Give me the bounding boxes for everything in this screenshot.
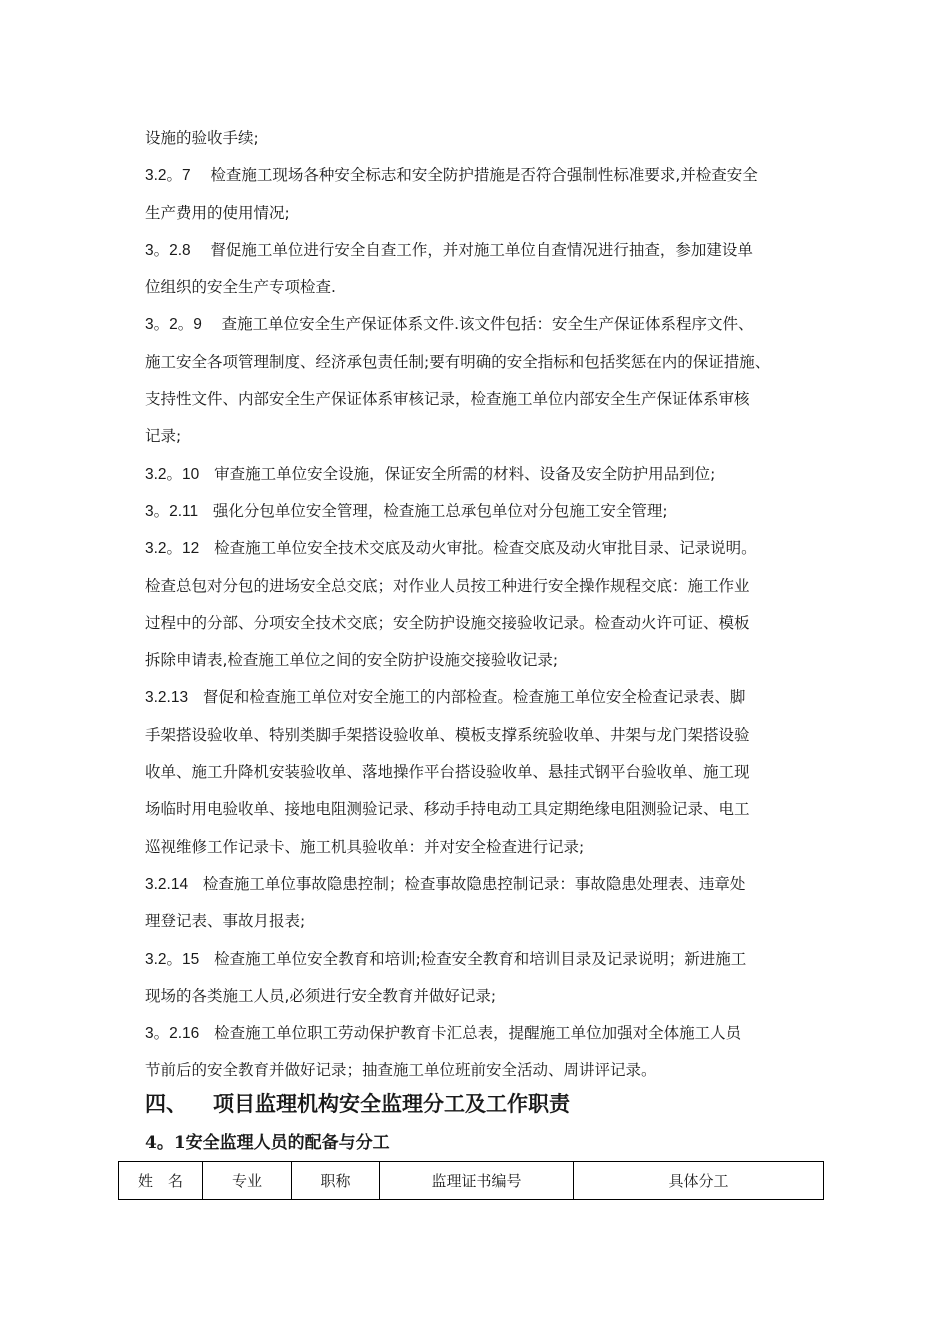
line-text: 强化分包单位安全管理，检查施工总承包单位对分包施工安全管理;: [198, 501, 668, 520]
text-line: [145, 1052, 825, 1089]
text-line: [145, 568, 825, 605]
line-text: 记录;: [145, 427, 182, 446]
subsection-heading: 4。1安全监理人员的配备与分工: [145, 1133, 390, 1153]
line-text: 督促施工单位进行安全自查工作，并对施工单位自查情况进行抽查，参加建设单: [190, 240, 753, 259]
text-line: [145, 120, 825, 157]
line-text: 检查施工单位事故隐患控制；检查事故隐患控制记录：事故隐患处理表、违章处: [188, 874, 746, 893]
table-header-cell: 姓 名: [119, 1162, 203, 1200]
line-text: 检查施工单位安全教育和培训;检查安全教育和培训目录及记录说明；新进施工: [199, 949, 747, 968]
line-text: 位组织的安全生产专项检查.: [145, 278, 336, 297]
line-text: 审查施工单位安全设施，保证安全所需的材料、设备及安全防护用品到位;: [199, 464, 716, 483]
staff-table: [118, 1161, 824, 1200]
line-text: 生产费用的使用情况;: [145, 203, 290, 222]
text-line: [145, 306, 825, 343]
table-header-cell: 职称: [292, 1162, 380, 1200]
line-text: 巡视维修工作记录卡、施工机具验收单：并对安全检查进行记录;: [145, 837, 585, 856]
staff-table-header-row: [119, 1162, 824, 1200]
clause-number: 3。2.8: [145, 241, 191, 259]
clause-number: 3。2.16: [145, 1025, 200, 1043]
table-header-cell: 具体分工: [574, 1162, 824, 1200]
text-line: [145, 269, 825, 306]
line-text: 督促和检查施工单位对安全施工的内部检查。检查施工单位安全检查记录表、脚: [188, 688, 746, 707]
line-text: 设施的验收手续;: [145, 129, 259, 147]
clause-number: 3.2.13: [145, 689, 189, 707]
clause-number: 3.2.14: [145, 875, 189, 893]
line-text: 查施工单位安全生产保证体系文件.该文件包括：安全生产保证体系程序文件、: [201, 315, 754, 334]
text-line: [145, 157, 825, 194]
text-line: [145, 791, 825, 828]
table-header-cell: 专业: [203, 1162, 292, 1200]
text-line: [145, 605, 825, 642]
text-line: [145, 530, 825, 567]
line-text: 场临时用电验收单、接地电阻测验记录、移动手持电动工具定期绝缘电阻测验记录、电工: [145, 800, 750, 819]
line-text: 节前后的安全教育并做好记录；抽查施工单位班前安全活动、周讲评记录。: [145, 1061, 657, 1080]
section-heading-index: 四、: [145, 1091, 187, 1116]
clause-number: 3。2.11: [145, 502, 199, 520]
text-line: [145, 493, 825, 530]
text-line: [145, 903, 825, 940]
section-heading: [145, 1088, 570, 1118]
line-text: 拆除申请表,检查施工单位之间的安全防护设施交接验收记录;: [145, 651, 559, 670]
line-text: 现场的各类施工人员,必须进行安全教育并做好记录;: [145, 986, 497, 1005]
text-line: [145, 232, 825, 269]
line-text: 支持性文件、内部安全生产保证体系审核记录，检查施工单位内部安全生产保证体系审核: [145, 390, 750, 409]
line-text: 施工安全各项管理制度、经济承包责任制;要有明确的安全指标和包括奖惩在内的保证措施、: [145, 352, 771, 371]
text-line: [145, 866, 825, 903]
section-heading-title: 项目监理机构安全监理分工及工作职责: [213, 1091, 570, 1116]
text-line: [145, 829, 825, 866]
text-line: [145, 978, 825, 1015]
text-line: [145, 717, 825, 754]
line-text: 检查施工单位安全技术交底及动火审批。检查交底及动火审批目录、记录说明。: [199, 539, 757, 558]
line-text: 检查施工单位职工劳动保护教育卡汇总表，提醒施工单位加强对全体施工人员: [199, 1024, 742, 1043]
clause-number: 3。2。9: [145, 316, 202, 334]
line-text: 收单、施工升降机安装验收单、落地操作平台搭设验收单、悬挂式钢平台验收单、施工现: [145, 763, 750, 782]
text-line: [145, 344, 825, 381]
clause-number: 3.2。10: [145, 465, 200, 483]
clause-number: 3.2。12: [145, 540, 200, 558]
text-line: [145, 1015, 825, 1052]
line-text: 理登记表、事故月报表;: [145, 912, 306, 931]
text-line: [145, 456, 825, 493]
text-line: [145, 418, 825, 455]
table-header-cell: 监理证书编号: [380, 1162, 574, 1200]
text-line: [145, 195, 825, 232]
clause-number: 3.2。7: [145, 167, 191, 185]
line-text: 过程中的分部、分项安全技术交底；安全防护设施交接验收记录。检查动火许可证、模板: [145, 613, 750, 632]
text-line: [145, 754, 825, 791]
text-line: [145, 381, 825, 418]
paragraph-block: [145, 120, 825, 1090]
line-text: 检查施工现场各种安全标志和安全防护措施是否符合强制性标准要求,并检查安全: [190, 166, 758, 185]
clause-number: 3.2。15: [145, 950, 200, 968]
line-text: 检查总包对分包的进场安全总交底；对作业人员按工种进行安全操作规程交底：施工作业: [145, 576, 750, 595]
text-line: [145, 679, 825, 716]
text-line: [145, 642, 825, 679]
text-line: [145, 941, 825, 978]
line-text: 手架搭设验收单、特别类脚手架搭设验收单、模板支撑系统验收单、井架与龙门架搭设验: [145, 725, 750, 744]
